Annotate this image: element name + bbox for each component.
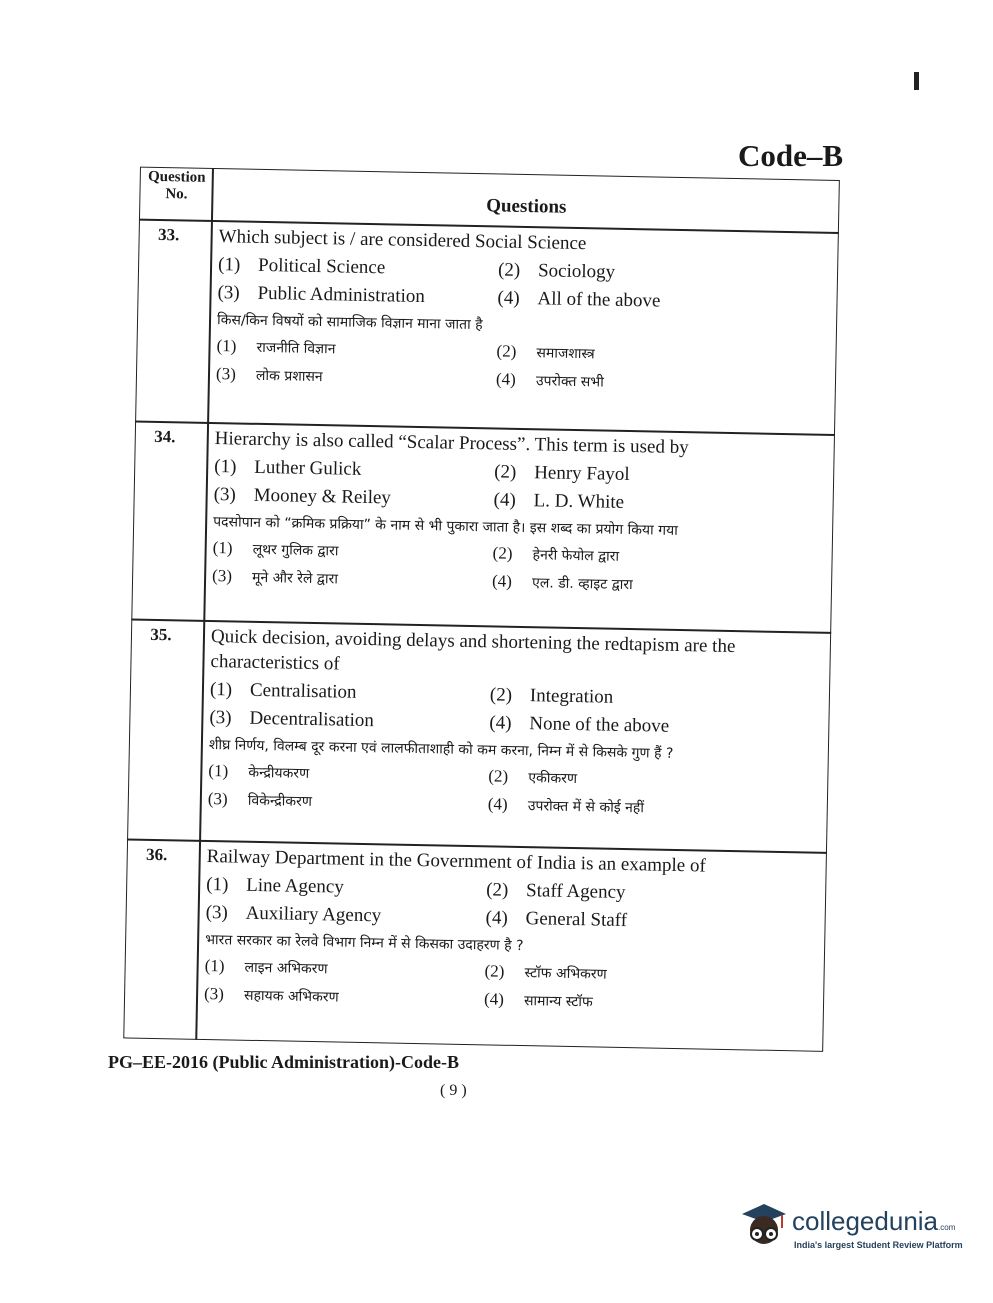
brand-tagline: India's largest Student Review Platform (794, 1240, 963, 1250)
question-stem: Which subject is / are considered Social Science (218, 226, 587, 255)
option: (3) Mooney & Reiley (213, 484, 392, 509)
options (213, 456, 814, 518)
options (205, 874, 806, 936)
hindi-option: (1) केन्द्रीयकरण (208, 761, 310, 782)
option: (2) Integration (489, 684, 614, 708)
questions-header: Questions (485, 195, 567, 218)
hindi-option: (2) एकीकरण (488, 766, 578, 788)
option: (2) Staff Agency (485, 879, 626, 904)
question-stem: Railway Department in the Government of India is an example of (206, 845, 706, 877)
question-number: 33. (157, 224, 180, 245)
exam-footer: PG–EE-2016 (Public Administration)-Code-B (108, 1052, 460, 1072)
option: (4) All of the above (497, 287, 661, 312)
hindi-option: (3) सहायक अभिकरण (203, 983, 339, 1006)
option: (1) Political Science (217, 254, 386, 279)
hindi-stem: पदसोपान को “क्रमिक प्रक्रिया” के नाम से भी पुकारा जाता है। इस शब्द का प्रयोग किया गया (213, 514, 678, 539)
option: (4) General Staff (485, 907, 628, 932)
scan-mark (914, 72, 919, 90)
hindi-option: (1) लाइन अभिकरण (204, 955, 328, 978)
option: (3) Auxiliary Agency (205, 901, 382, 927)
option: (1) Centralisation (209, 679, 357, 703)
question-34 (212, 426, 815, 597)
option: (1) Luther Gulick (214, 456, 362, 480)
options (217, 254, 818, 316)
option: (2) Sociology (497, 259, 616, 283)
hindi-option: (1) लूथर गुलिक द्वारा (212, 538, 339, 560)
question-36 (204, 844, 807, 1015)
option: (1) Line Agency (206, 873, 345, 898)
hindi-option: (3) लोक प्रशासन (215, 364, 323, 386)
question-33 (216, 224, 819, 395)
paper-code: Code–B (738, 138, 844, 173)
hindi-option: (2) समाजशास्त्र (496, 341, 595, 363)
hindi-option: (3) विकेन्द्रीकरण (207, 788, 313, 810)
options (209, 679, 810, 741)
question-number: 35. (150, 624, 172, 645)
mascot-icon (738, 1200, 790, 1250)
collegedunia-logo[interactable] (738, 1196, 968, 1256)
hindi-option: (3) मूने और रेले द्वारा (211, 566, 339, 588)
option: (4) None of the above (489, 712, 670, 737)
brand-name: collegedunia.com (792, 1206, 956, 1236)
option: (4) L. D. White (493, 489, 625, 513)
question-35 (208, 624, 811, 820)
option: (2) Henry Fayol (493, 461, 630, 486)
hindi-stem: भारत सरकार का रेलवे विभाग निम्न में से किसका उदाहरण है ? (205, 931, 524, 955)
hindi-option: (2) हेनरी फेयोल द्वारा (492, 543, 620, 565)
question-stem: Quick decision, avoiding delays and shortening the redtapism are the characteristics of (210, 626, 736, 675)
hindi-stem: किस/किन विषयों को सामाजिक विज्ञान माना जाता है (216, 312, 483, 334)
question-stem: Hierarchy is also called “Scalar Process”. This term is used by (214, 428, 689, 459)
hindi-option: (4) सामान्य स्टॉफ (483, 989, 593, 1011)
question-no-header: Question No. (147, 168, 206, 203)
page-number: ( 9 ) (440, 1082, 467, 1099)
hindi-option: (4) उपरोक्त सभी (495, 369, 604, 391)
hindi-option: (2) स्टॉफ अभिकरण (484, 961, 607, 983)
option: (3) Decentralisation (209, 707, 375, 732)
hindi-option: (4) उपरोक्त में से कोई नहीं (487, 794, 645, 817)
hindi-option: (1) राजनीति विज्ञान (216, 336, 336, 358)
question-number: 34. (154, 426, 176, 447)
hindi-option: (4) एल. डी. व्हाइट द्वारा (491, 571, 633, 594)
option: (3) Public Administration (217, 282, 426, 308)
question-number: 36. (145, 844, 168, 865)
hindi-stem: शीघ्र निर्णय, विलम्ब दूर करना एवं लालफीताशाही को कम करना, निम्न में से किसके गुण हैं ? (208, 737, 674, 762)
question-table (93, 166, 840, 1084)
